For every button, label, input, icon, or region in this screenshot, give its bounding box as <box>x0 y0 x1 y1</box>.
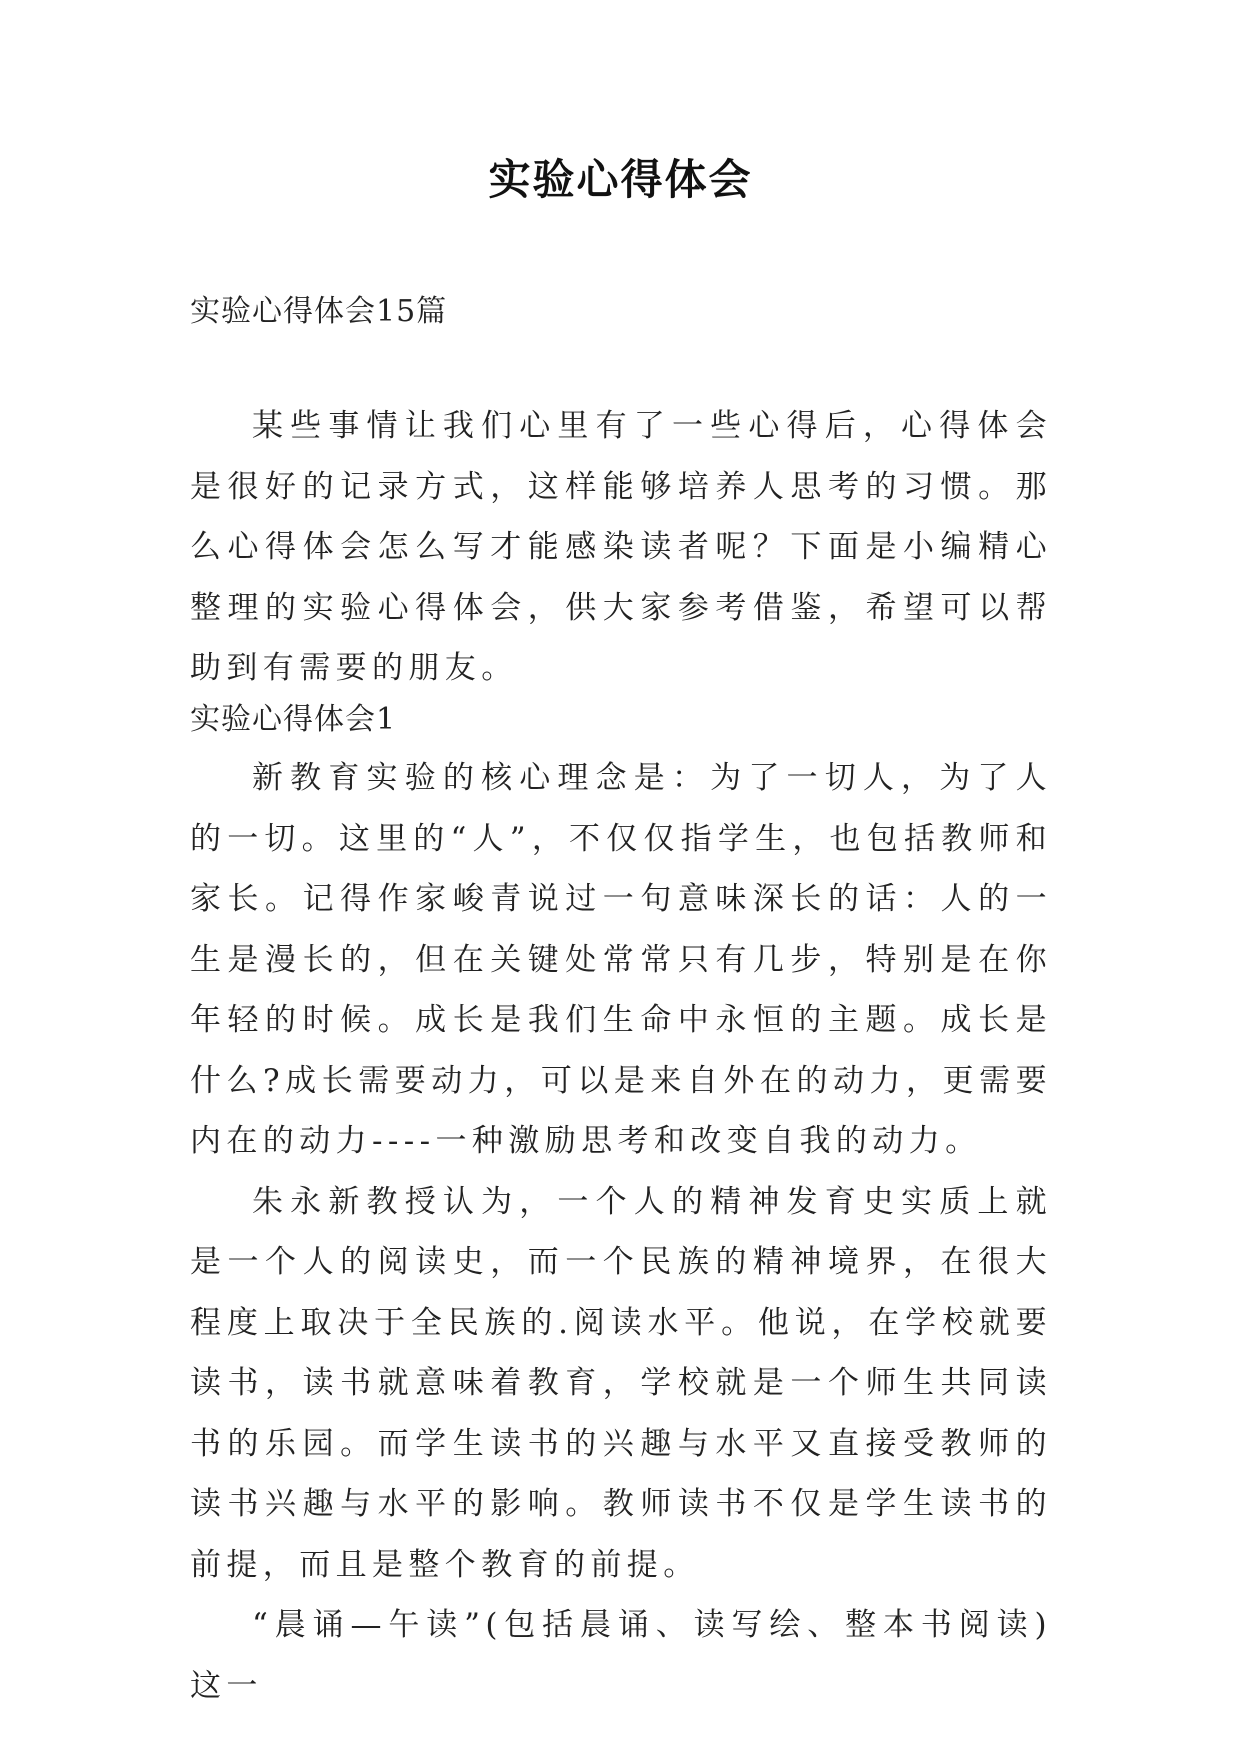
intro-block <box>190 396 1052 699</box>
document-title: 实验心得体会 <box>488 155 753 204</box>
section-1-paragraph-1: 新教育实验的核心理念是：为了一切人，为了人的一切。这里的“人”，不仅仅指学生，也包括教师和家长。记得作家峻青说过一句意味深长的话：人的一生是漫长的，但在关键处常常只有几步，特别是在你年轻的时候。成长是我们生命中永恒的主题。成长是什么?成长需要动力，可以是来自外在的动力，更需要内在的动力----一种激励思考和改变自我的动力。 <box>190 760 1052 1159</box>
section-1-heading: 实验心得体会1 <box>190 702 397 737</box>
document-subtitle: 实验心得体会15篇 <box>190 294 448 329</box>
section-1-paragraph-3: “晨诵—午读”(包括晨诵、读写绘、整本书阅读)这一 <box>190 1607 1052 1704</box>
section-1-paragraph-2: 朱永新教授认为，一个人的精神发育史实质上就是一个人的阅读史，而一个民族的精神境界，在很大程度上取决于全民族的.阅读水平。他说，在学校就要读书，读书就意味着教育，学校就是一个师生共同读书的乐园。而学生读书的兴趣与水平又直接受教师的读书兴趣与水平的影响。教师读书不仅是学生读书的前提，而且是整个教育的前提。 <box>190 1183 1052 1583</box>
intro-paragraph: 某些事情让我们心里有了一些心得后，心得体会是很好的记录方式，这样能够培养人思考的习惯。那么心得体会怎么写才能感染读者呢？下面是小编精心整理的实验心得体会，供大家参考借鉴，希望可以帮助到有需要的朋友。 <box>190 408 1052 686</box>
section-1-body <box>190 748 1052 1716</box>
